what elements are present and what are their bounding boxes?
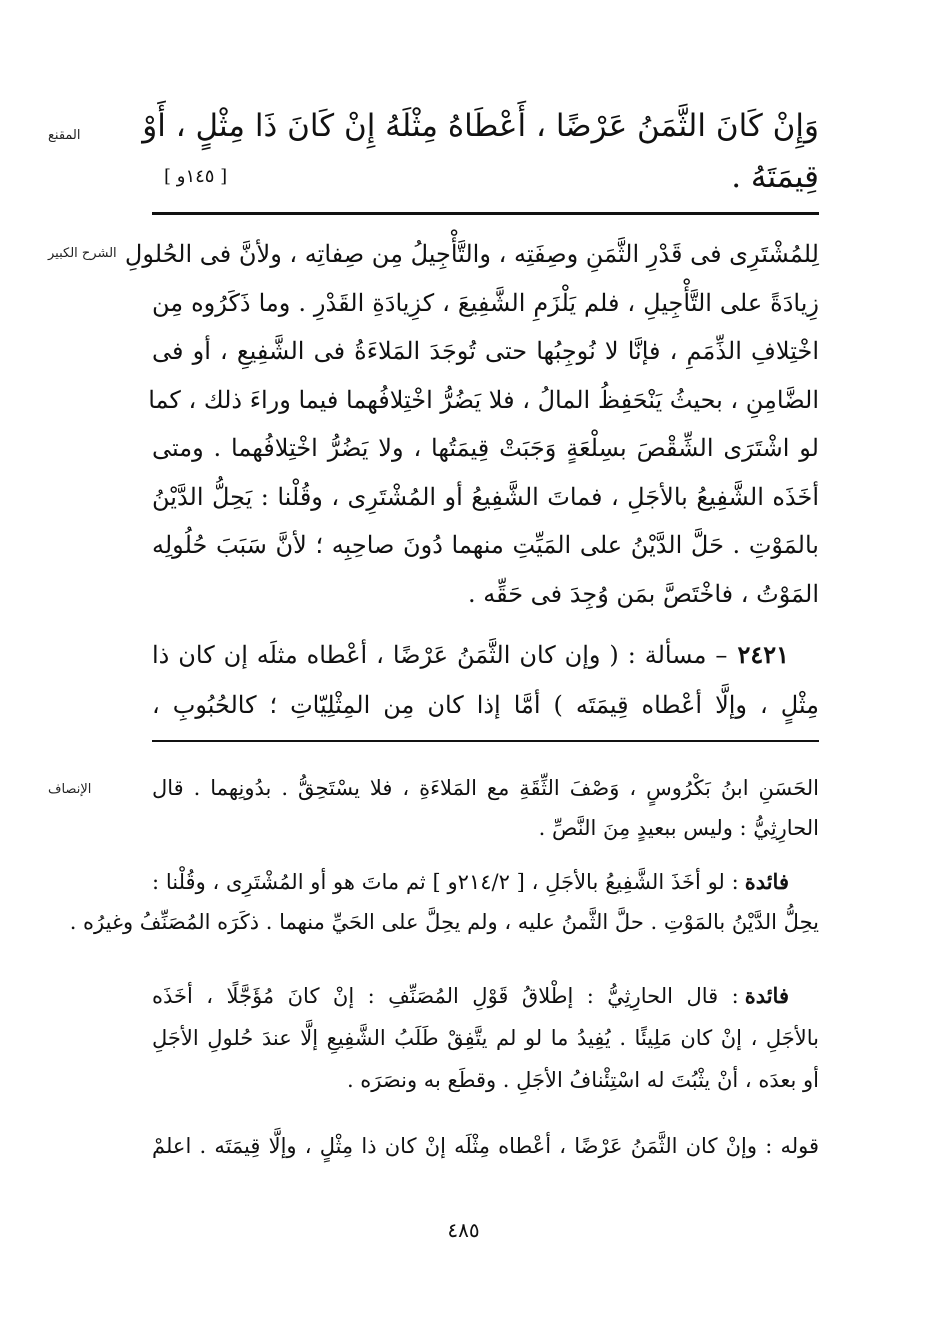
masala-line: [152, 680, 819, 730]
masala-line: [152, 630, 819, 680]
insaf-line-text: بالأجَلِ ، إنْ كان مَلِيئًا . يُفِيدُ ما لو لم يتَّفِقْ طَلَبُ الشَّفِيعِ إلَّا عندَ حُلولِ الأجَلِ: [152, 1026, 819, 1050]
insaf-line-text: الحَسَنِ ابنُ بَكْرُوسٍ ، وَصْفَ الثِّقَةِ مع المَلاءَةِ ، فلا يسْتَحِقُّ . بدُونِهما . قال: [152, 776, 819, 800]
sharh-line-text: اخْتِلافِ الذِّمَمِ ، فإنَّا لا نُوجِبُها حتى تُوجَدَ المَلاءَةُ فى الشَّفِيعِ ، أو فى: [152, 337, 819, 365]
insaf-line-text: : لو أخَذَ الشَّفِيعُ بالأجَلِ ، [ ٢١٤/٢و ] ثم ماتَ هو أو المُشْتَرِى ، وقُلْنا :: [152, 870, 739, 894]
muqni-divider: [152, 212, 819, 215]
insaf-line-text: يحِلُّ الدَّيْنُ بالمَوْتِ . حلَّ الثَّمنُ عليه ، ولم يحِلَّ على الحَيِّ منهما . ذكَرَه المُصَنِّفُ وغيرُه .: [69, 910, 819, 934]
margin-label-muqni: المقنع: [48, 128, 81, 143]
insaf-divider: [152, 740, 819, 742]
muqni-line: [152, 154, 819, 200]
sharh-line-text: لِلمُشْتَرِى فى قَدْرِ الثَّمَنِ وصِفَتِه ، والتَّأْجِيلُ مِن صِفاتِه ، ولأنَّ فى الحُلولِ: [124, 240, 819, 268]
sharh-line-text: الضَّامِنِ ، بحيثُ يَنْحَفِظُ المالُ ، فلا يَضُرُّ اخْتِلافُهما فيما وراءَ ذلك ، كما: [148, 385, 819, 414]
insaf-line-text: الحارِثِيُّ : وليس ببعيدٍ مِنَ النَّصِّ .: [538, 816, 819, 840]
sharh-line: [152, 327, 819, 376]
muqni-text: [142, 98, 819, 218]
sharh-text: [124, 230, 819, 630]
page-number: ٤٨٥: [447, 1218, 480, 1242]
sharh-line: [148, 376, 819, 425]
sharh-line: [152, 473, 819, 522]
insaf-line: [152, 862, 819, 902]
masala-line-1: – مسألة : ( وإن كان الثَّمَنُ عَرْضًا ، أعْطاه مثلَه إن كان ذا: [152, 641, 728, 669]
insaf-line: [152, 1017, 819, 1059]
muqni-line-2: قِيمَتَهُ .: [731, 159, 819, 195]
muqni-line-1: وَإِنْ كَانَ الثَّمَنُ عَرْضًا ، أَعْطَاهُ مِثْلَهُ إِنْ كَانَ ذَا مِثْلٍ ، أَوْ: [142, 108, 819, 144]
insaf-paragraph-3: [152, 975, 819, 1101]
folio-marker: [ ١٤٥و ]: [164, 166, 228, 187]
sharh-line-text: أخَذَه الشَّفِيعُ بالأجَلِ ، فماتَ الشَّفِيعُ أو المُشْتَرِى ، وقُلْنا : يَحِلُّ الدَّيْنُ: [152, 482, 819, 511]
insaf-line: [69, 902, 819, 942]
sharh-line-text: زِيادَةً على التَّأْجِيلِ ، فلم يَلْزَمِ الشَّفِيعَ ، كزِيادَةِ القَدْرِ . وما ذَكَرُوه مِن: [152, 288, 819, 317]
sharh-line-text: بالمَوْتِ . حَلَّ الدَّيْنُ على المَيِّتِ منهما دُونَ صاحِبِه ؛ لأنَّ سَبَبَ حُلُولِه: [152, 531, 819, 559]
insaf-line: [152, 975, 819, 1017]
sharh-line: [152, 279, 819, 328]
sharh-line: [152, 570, 819, 619]
masala-number: ٢٤٢١: [737, 640, 789, 669]
sharh-line: [152, 424, 819, 473]
insaf-paragraph-4: [152, 1124, 819, 1168]
faida-label: فائدة: [744, 869, 789, 894]
sharh-line: [124, 230, 819, 279]
insaf-line: [152, 768, 819, 808]
sharh-line-text: لو اشْتَرَى الشِّقْصَ بسِلْعَةٍ وَجَبَتْ قِيمَتُها ، ولا يَضُرُّ اخْتِلافُهما . ومتى: [152, 434, 819, 462]
margin-label-insaf: الإنصاف: [48, 782, 92, 797]
insaf-line: [152, 1059, 819, 1101]
insaf-line-text: أو بعدَه ، أنْ يثْبُتَ له اسْتِئْنافُ الأجَلِ . وقطَع به ونصَرَه .: [346, 1068, 819, 1092]
faida-label: فائدة: [744, 983, 789, 1008]
insaf-line: [152, 808, 819, 848]
masala-line-2: مِثْلٍ ، وإلَّا أعْطاه قِيمَتَه ) أمَّا إذا كان مِن المِثْلِيّاتِ ؛ كالحُبُوبِ ،: [152, 691, 819, 719]
insaf-line: [152, 1124, 819, 1168]
insaf-line-text: : قال الحارِثِيُّ : إطْلاقُ قَوْلِ المُصَنِّفِ : إنْ كانَ مُؤَجَّلًا ، أخَذَه: [152, 984, 739, 1008]
sharh-line: [152, 521, 819, 570]
insaf-line-text: قوله : وإنْ كان الثَّمَنُ عَرْضًا ، أعْطاه مِثْلَه إنْ كان ذا مِثْلٍ ، وإلَّا قِيمَتَه . اعلمْ: [152, 1134, 819, 1158]
sharh-line-text: المَوْتُ ، فاخْتَصَّ بمَن وُجِدَ فى حَقِّه .: [467, 579, 819, 608]
margin-label-sharh: الشرح الكبير: [48, 246, 117, 261]
insaf-paragraph-1: [152, 768, 819, 848]
muqni-line: [142, 98, 819, 154]
insaf-paragraph-2: [69, 862, 819, 942]
masala-block: [152, 630, 819, 730]
